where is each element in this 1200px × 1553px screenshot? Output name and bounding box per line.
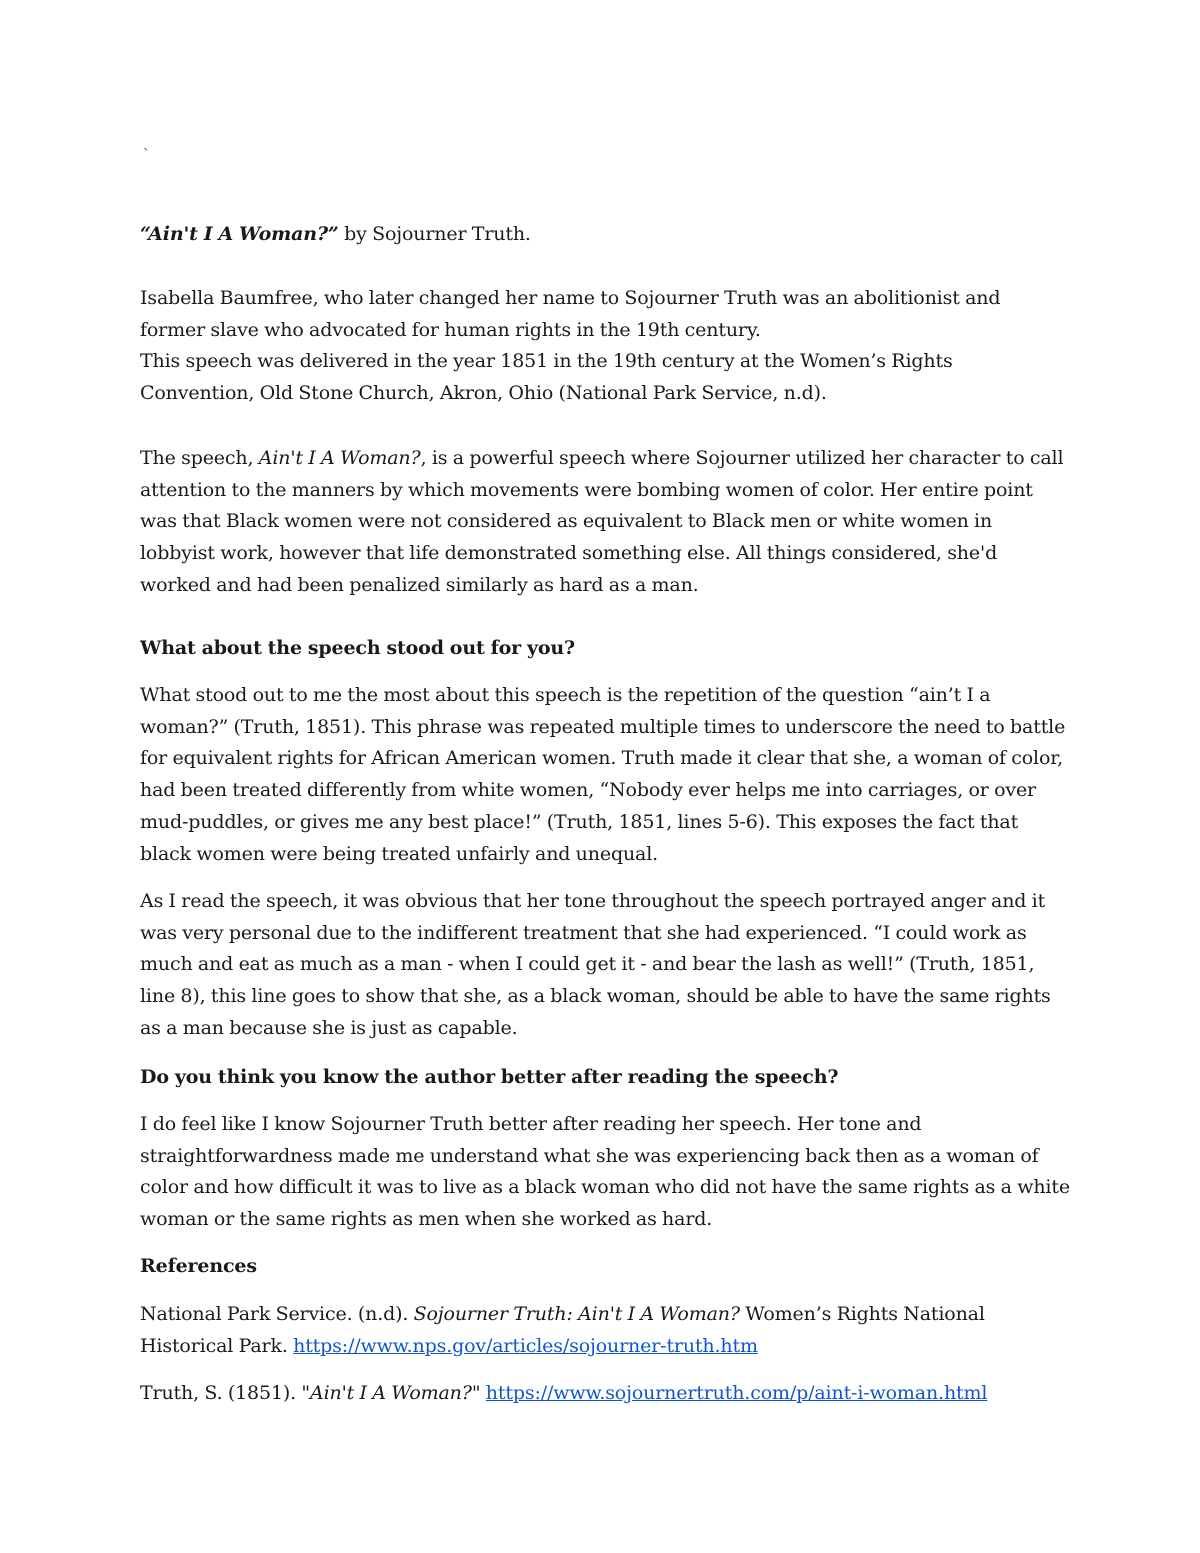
references-heading: References	[140, 1255, 257, 1277]
title-byline: by Sojourner Truth.	[338, 223, 531, 245]
document-title	[140, 219, 1070, 251]
answer-1-paragraph-2: As I read the speech, it was obvious that her tone throughout the speech portrayed anger and it was very personal due to the indifferent treatment that she had experienced. “I could work as much and eat as much as a man - when I could get it - and bear the lash as well!” (Truth, 1851, line 8), this line goes to show that she, as a black woman, should be able to have the same rights as a man because she is just as capable.	[140, 890, 1051, 1039]
reference-1	[140, 1299, 1070, 1362]
reference-1-pre: National Park Service. (n.d).	[140, 1303, 414, 1325]
reference-2-title: Ain't I A Woman?	[310, 1382, 472, 1404]
reference-2-link[interactable]: https://www.sojournertruth.com/p/aint-i-woman.html	[485, 1382, 988, 1404]
reference-2-pre: Truth, S. (1851). "	[140, 1382, 311, 1404]
reference-2	[140, 1378, 1070, 1410]
title-italic: “Ain't I A Woman?”	[140, 223, 339, 245]
intro-paragraph-2: This speech was delivered in the year 1851 in the 19th century at the Women’s Rights Convention, Old Stone Church, Akron, Ohio (National Park Service, n.d).	[140, 350, 953, 405]
question-1-heading: What about the speech stood out for you?	[140, 637, 576, 659]
summary-post: , is a powerful speech where Sojourner utilized her character to call attention to the manners by which movements were bombing women of color. Her entire point was that Black women were not considered as equivalent to Black men or white women in lobbyist work, however that life demonstrated something else. All things considered, she'd worked and had been penalized similarly as hard as a man.	[140, 447, 1064, 596]
stray-mark: `	[143, 147, 150, 163]
reference-1-post: Women’s Rights National Historical Park.	[140, 1303, 985, 1357]
answer-2-paragraph: I do feel like I know Sojourner Truth better after reading her speech. Her tone and straightforwardness made me understand what she was experiencing back then as a woman of color and how difficult it was to live as a black woman who did not have the same rights as a white woman or the same rights as men when she worked as hard.	[140, 1113, 1070, 1231]
intro-section	[140, 283, 1070, 410]
intro-paragraph-1: Isabella Baumfree, who later changed her name to Sojourner Truth was an abolitionist and former slave who advocated for human rights in the 19th century.	[140, 287, 1001, 341]
summary-paragraph	[140, 443, 1070, 602]
summary-pre: The speech,	[140, 447, 259, 469]
reference-1-link[interactable]: https://www.nps.gov/articles/sojourner-truth.htm	[293, 1334, 758, 1357]
summary-speech-title: Ain't I A Woman?	[258, 447, 421, 469]
answer-1-paragraph-1: What stood out to me the most about this speech is the repetition of the question “ain’t I a woman?” (Truth, 1851). This phrase was repeated multiple times to underscore the need to battle for equivalent rights for African American women. Truth made it clear that she, a woman of color, had been treated differently from white women, “Nobody ever helps me into carriages, or over mud-puddles, or gives me any best place!” (Truth, 1851, lines 5-6). This exposes the fact that black women were being treated unfairly and unequal.	[140, 684, 1066, 865]
reference-1-title: Sojourner Truth: Ain't I A Woman?	[413, 1303, 740, 1325]
reference-2-post: "	[471, 1382, 486, 1404]
question-2-heading: Do you think you know the author better after reading the speech?	[140, 1066, 839, 1088]
